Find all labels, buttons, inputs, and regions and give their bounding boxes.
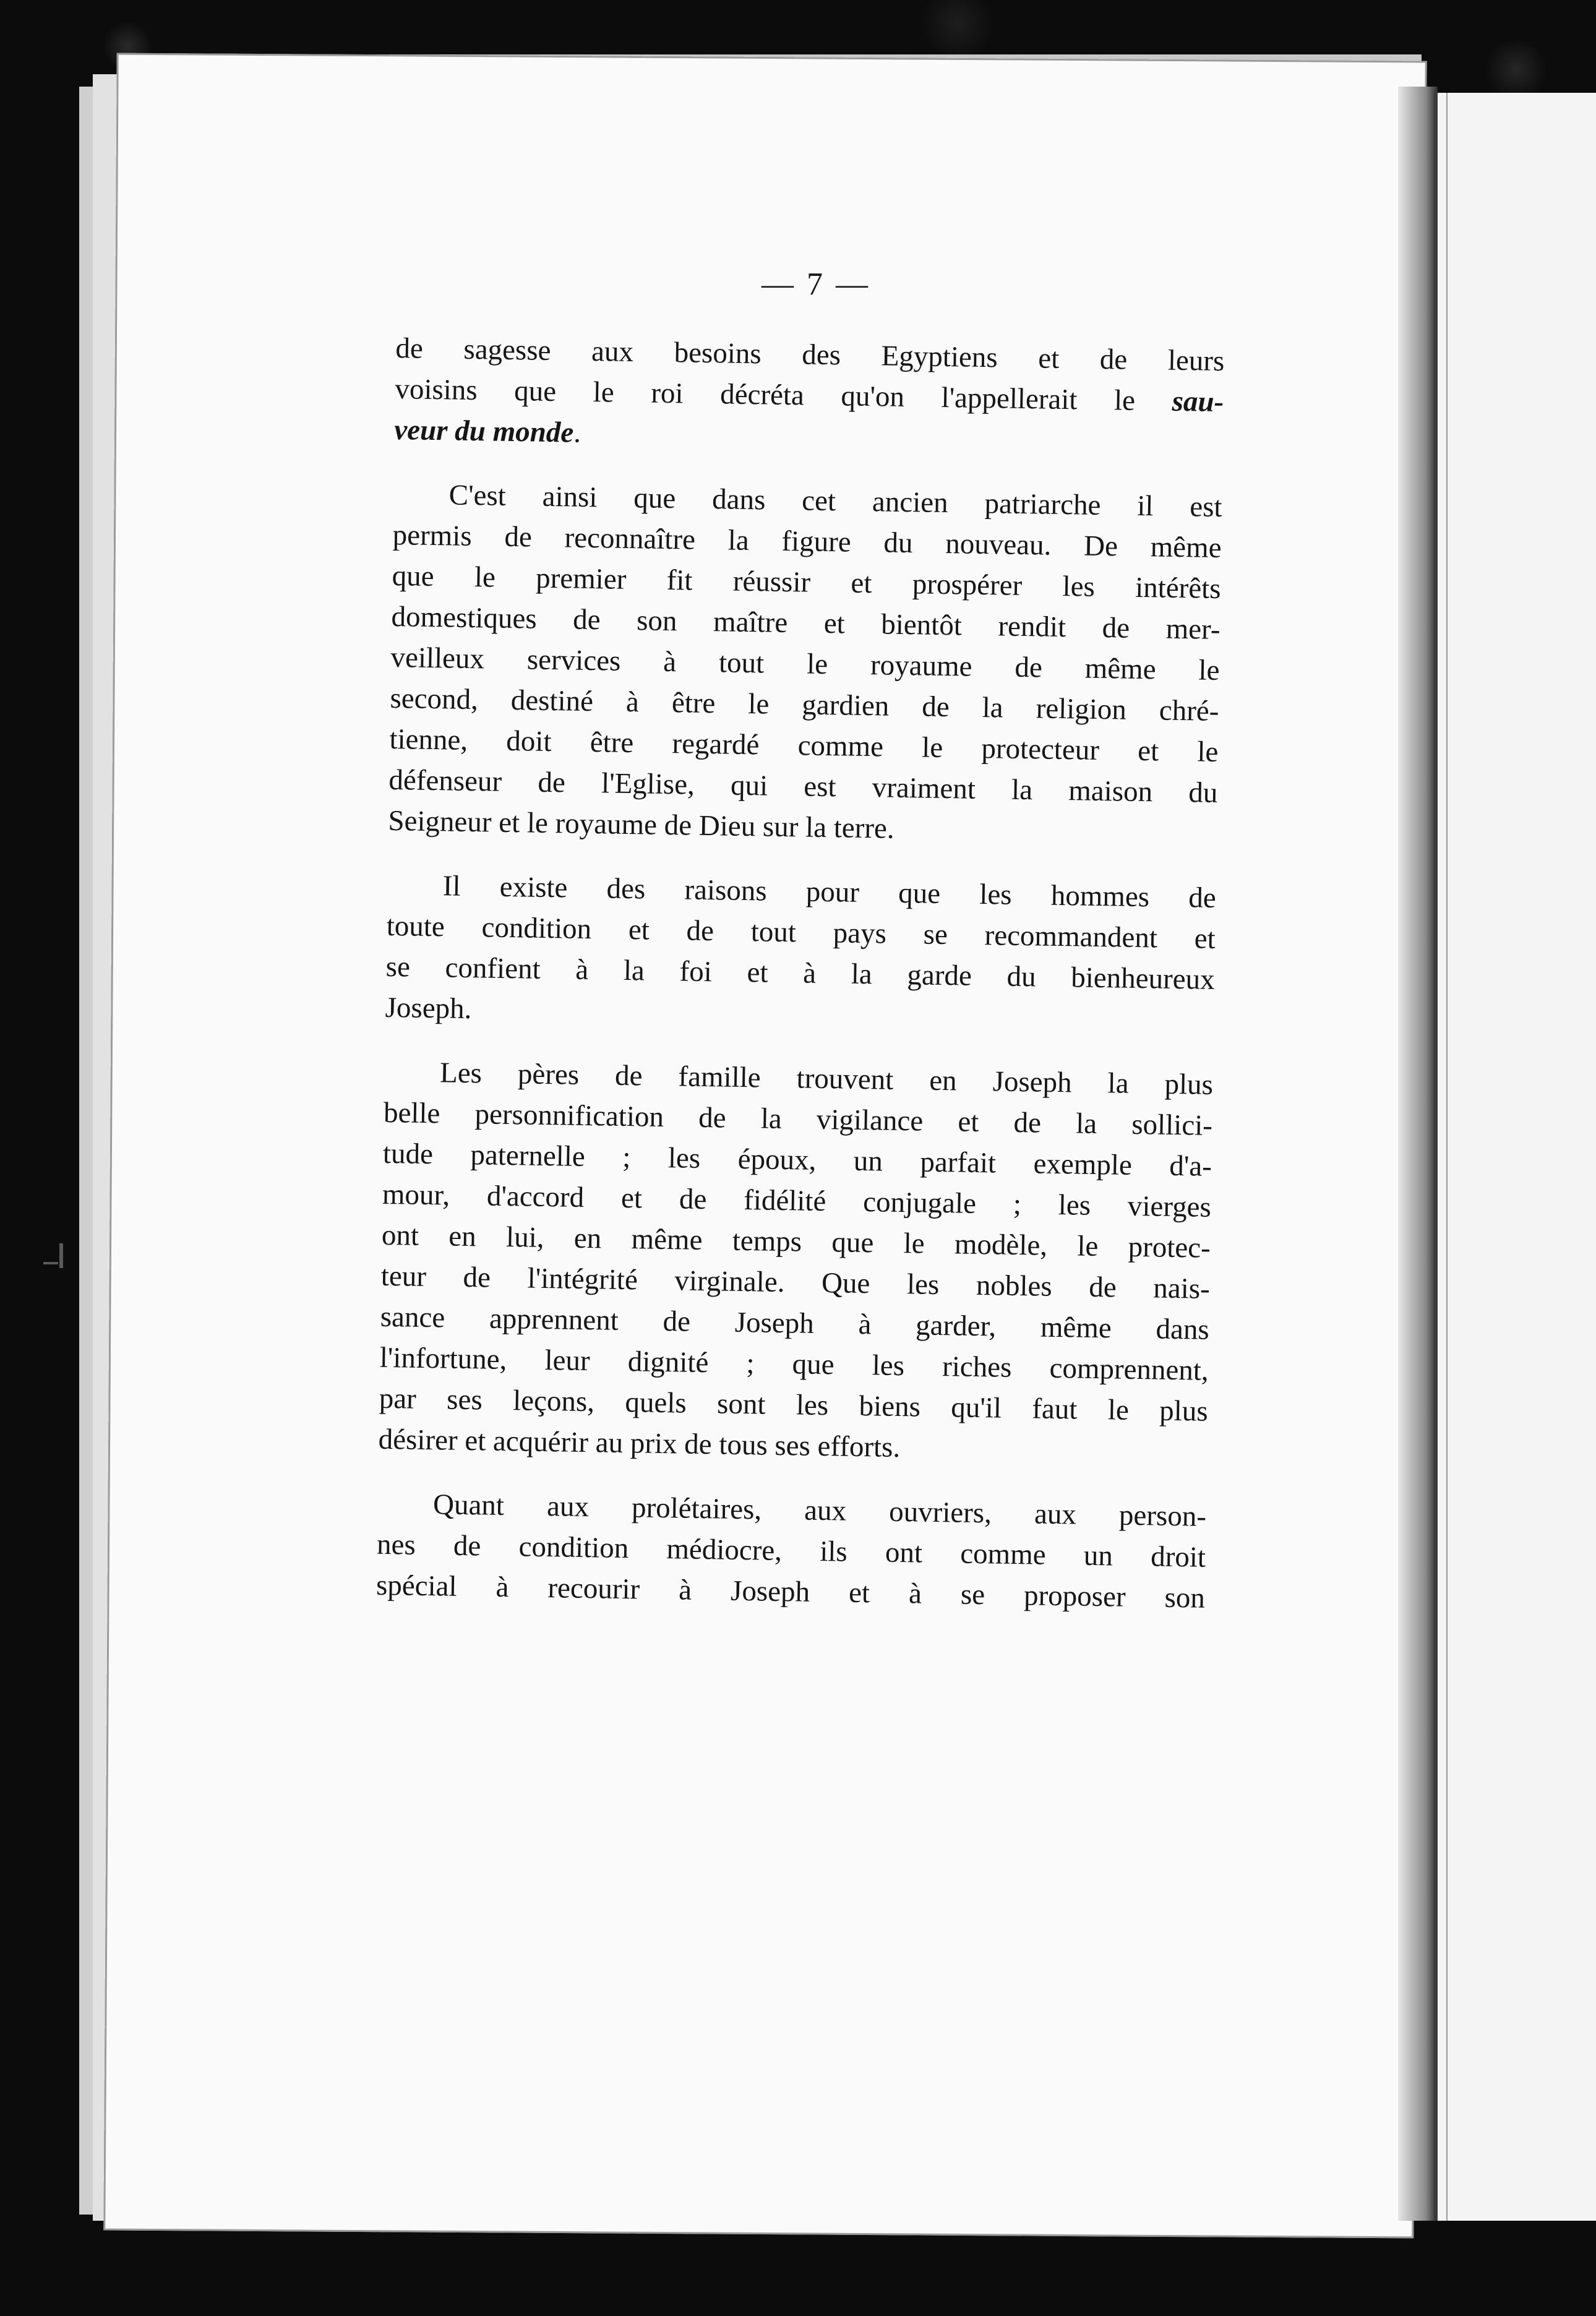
scan-speck bbox=[43, 1262, 58, 1264]
text-line: par ses leçons, quels sont les biens qu'il faut le plus bbox=[379, 1382, 1209, 1428]
text-line: Quant aux prolétaires, aux ouvriers, aux person- bbox=[432, 1488, 1207, 1533]
paragraph bbox=[388, 474, 1222, 854]
paragraph bbox=[376, 1483, 1207, 1619]
page-number: — 7 — bbox=[762, 267, 870, 302]
text-line: Il existe des raisons pour que les hommes de bbox=[442, 870, 1217, 914]
text-line: belle personnification de la vigilance et de la sollici- bbox=[383, 1096, 1213, 1142]
text-line: nes de condition médiocre, ils ont comme un droit bbox=[376, 1528, 1206, 1574]
text-line: tienne, doit être regardé comme le protecteur et le bbox=[389, 723, 1219, 768]
text-line: spécial à recourir à Joseph et à se proposer son bbox=[375, 1569, 1206, 1615]
text-line: ont en lui, en même temps que le modèle, le protec- bbox=[381, 1219, 1211, 1264]
paragraph bbox=[385, 865, 1216, 1041]
text-line: de sagesse aux besoins des Egyptiens et de leurs bbox=[395, 332, 1225, 378]
italic-fragment: veur du monde bbox=[393, 413, 574, 449]
text-line: domestiques de son maître et bientôt rendit de mer- bbox=[391, 600, 1221, 646]
text-line: teur de l'intégrité virginale. Que les nobles de nais- bbox=[380, 1259, 1211, 1305]
text-line: toute condition et de tout pays se recommandent et bbox=[386, 909, 1216, 955]
italic-fragment: sau- bbox=[1172, 385, 1224, 419]
text-line: Les pères de famille trouvent en Joseph la plus bbox=[439, 1057, 1214, 1101]
text-line: veilleux services à tout le royaume de même le bbox=[390, 641, 1220, 687]
text-fragment: . bbox=[573, 416, 581, 449]
text-line: que le premier fit réussir et prospérer les intérêts bbox=[392, 559, 1221, 605]
text-fragment: voisins que le roi décréta qu'on l'appellerait le bbox=[395, 372, 1173, 418]
text-line: tude paternelle ; les époux, un parfait exemple d'a- bbox=[382, 1137, 1212, 1183]
paragraph bbox=[378, 1052, 1213, 1473]
text-line: l'infortune, leur dignité ; que les riches comprennent, bbox=[379, 1341, 1209, 1387]
book-gutter bbox=[1398, 87, 1438, 2221]
text-line: mour, d'accord et de fidélité conjugale ; les vierges bbox=[382, 1178, 1212, 1224]
text-line: Joseph. bbox=[385, 991, 472, 1026]
text-line: C'est ainsi que dans cet ancien patriarche il est bbox=[448, 479, 1223, 524]
facing-page-edge bbox=[1434, 93, 1596, 2221]
scan-speck bbox=[59, 1243, 63, 1268]
body-text bbox=[375, 328, 1225, 1642]
text-line: permis de reconnaître la figure du nouveau. De même bbox=[392, 518, 1222, 565]
text-line: Seigneur et le royaume de Dieu sur la terre. bbox=[388, 804, 895, 845]
text-line: défenseur de l'Eglise, qui est vraiment la maison du bbox=[388, 763, 1218, 809]
text-line: désirer et acquérir au prix de tous ses efforts. bbox=[378, 1423, 901, 1464]
text-line: se confient à la foi et à la garde du bienheureux bbox=[385, 950, 1216, 996]
paragraph bbox=[394, 328, 1225, 463]
text-line: sance apprennent de Joseph à garder, même dans bbox=[380, 1300, 1210, 1346]
text-line: second, destiné à être le gardien de la religion chré- bbox=[390, 682, 1219, 727]
